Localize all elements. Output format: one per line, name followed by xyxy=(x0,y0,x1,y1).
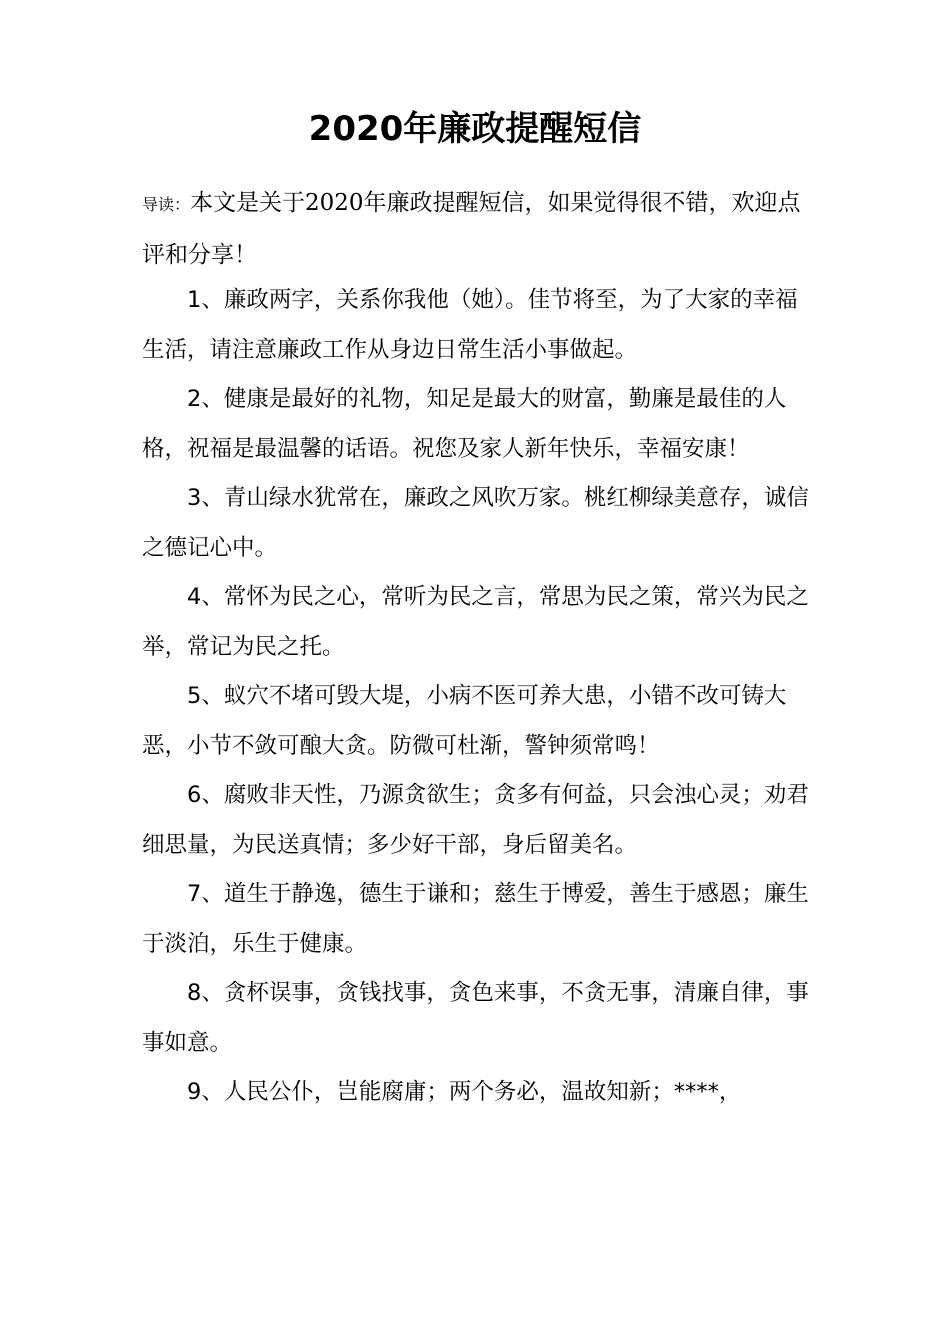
intro-paragraph xyxy=(142,178,812,280)
message-item-9: 9、人民公仆，岂能腐庸；两个务必，温故知新；****， xyxy=(187,1079,742,1105)
message-item-8: 8、贪杯误事，贪钱找事，贪色来事，不贪无事，清廉自律，事事如意。 xyxy=(142,980,809,1056)
message-item-1: 1、廉政两字，关系你我他（她）。佳节将至，为了大家的幸福生活，请注意廉政工作从身边日常生活小事做起。 xyxy=(142,287,798,363)
message-item-4: 4、常怀为民之心，常听为民之言，常思为民之策，常兴为民之举，常记为民之托。 xyxy=(142,584,809,660)
message-list xyxy=(142,276,812,1118)
intro-text: 本文是关于2020年廉政提醒短信，如果觉得很不错，欢迎点评和分享！ xyxy=(142,190,801,268)
message-item-5: 5、蚁穴不堵可毁大堤，小病不医可养大患，小错不改可铸大恶，小节不敛可酿大贪。防微可杜渐，警钟须常鸣！ xyxy=(142,683,787,759)
message-item-3: 3、青山绿水犹常在，廉政之风吹万家。桃红柳绿美意存，诚信之德记心中。 xyxy=(142,485,809,561)
message-item-6: 6、腐败非天性，乃源贪欲生；贪多有何益，只会浊心灵；劝君细思量，为民送真情；多少好干部，身后留美名。 xyxy=(142,782,809,858)
page-title: 2020年廉政提醒短信 xyxy=(308,109,642,149)
message-item-7: 7、道生于静逸，德生于谦和；慈生于博爱，善生于感恩；廉生于淡泊，乐生于健康。 xyxy=(142,881,809,957)
intro-lead: 导读： xyxy=(142,195,191,214)
message-item-2: 2、健康是最好的礼物，知足是最大的财富，勤廉是最佳的人格，祝福是最温馨的话语。祝您及家人新年快乐，幸福安康！ xyxy=(142,386,787,462)
